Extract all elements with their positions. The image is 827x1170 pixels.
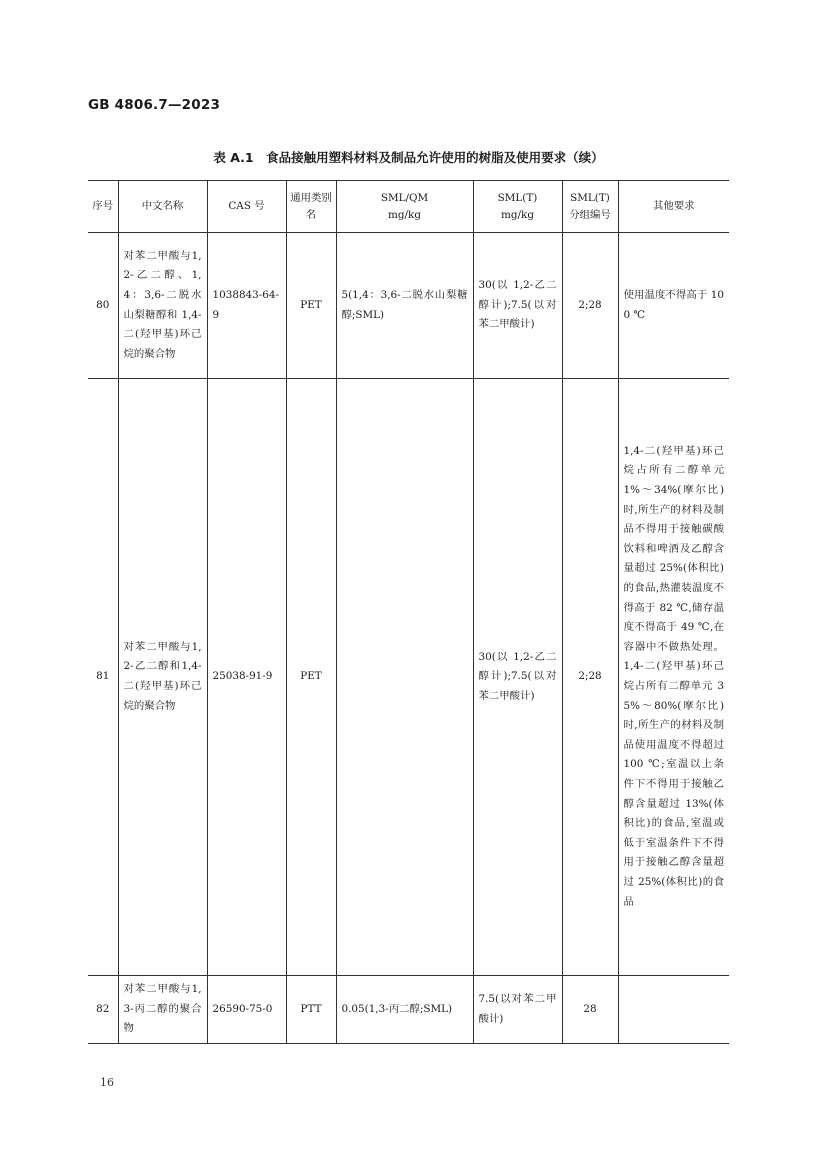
cell-cas: 1038843-64-9 [207, 233, 286, 379]
cell-group: 2;28 [562, 379, 618, 976]
cell-other: 1,4-二(羟甲基)环己烷占所有二醇单元 1%～34%(摩尔比)时,所生产的材料及制品不得用于接触碳酸饮料和啤酒及乙醇含量超过 25%(体积比)的食品,热灌装温度不得高于 82 ℃,储存温度不得高于 49 ℃,在容器中不做热处理。1,4-二(羟甲基)环己烷占所有二醇单元 35%～80%(摩尔比)时,所生产的材料及制品使用温度不得超过 100 ℃;室温以上条件下不得用于接触乙醇含量超过 13%(体积比)的食品,室温或低于室温条件下不得用于接触乙醇含量超过 25%(体积比)的食品 [618, 379, 729, 976]
cell-cas: 25038-91-9 [207, 379, 286, 976]
resin-table [88, 180, 729, 1044]
table-row [88, 379, 729, 976]
header-category: 通用类别名 [286, 181, 336, 233]
cell-name: 对苯二甲酸与1,2-乙二醇、1,4：3,6-二脱水山梨糖醇和 1,4-二(羟甲基)环己烷的聚合物 [118, 233, 207, 379]
header-sml-qm [336, 181, 473, 233]
page-number: 16 [100, 1076, 114, 1089]
header-smlt-label: SML(T) [497, 191, 538, 204]
table-title: 表 A.1 食品接触用塑料材料及制品允许使用的树脂及使用要求（续） [213, 150, 604, 165]
cell-category: PET [286, 379, 336, 976]
cell-sml-qm: 5(1,4：3,6-二脱水山梨糖醇;SML) [336, 233, 473, 379]
cell-no: 82 [88, 976, 118, 1044]
header-name: 中文名称 [118, 181, 207, 233]
cell-category: PTT [286, 976, 336, 1044]
header-cas: CAS 号 [207, 181, 286, 233]
cell-smlt: 30(以 1,2-乙二醇计);7.5(以对苯二甲酸计) [473, 233, 562, 379]
cell-group: 28 [562, 976, 618, 1044]
header-sml-qm-label: SML/QM [380, 191, 429, 204]
cell-cas: 26590-75-0 [207, 976, 286, 1044]
cell-other: 使用温度不得高于 100 ℃ [618, 233, 729, 379]
cell-category: PET [286, 233, 336, 379]
table-header-row [88, 181, 729, 233]
cell-smlt: 30(以 1,2-乙二醇计);7.5(以对苯二甲酸计) [473, 379, 562, 976]
header-sml-qm-unit: mg/kg [388, 208, 421, 221]
cell-sml-qm [336, 379, 473, 976]
header-smlt [473, 181, 562, 233]
cell-name: 对苯二甲酸与1,3-丙二醇的聚合物 [118, 976, 207, 1044]
header-other: 其他要求 [618, 181, 729, 233]
header-group: SML(T)分组编号 [562, 181, 618, 233]
table-row [88, 976, 729, 1044]
standard-code: GB 4806.7—2023 [88, 97, 221, 113]
header-no: 序号 [88, 181, 118, 233]
cell-group: 2;28 [562, 233, 618, 379]
cell-no: 81 [88, 379, 118, 976]
cell-smlt: 7.5(以对苯二甲酸计) [473, 976, 562, 1044]
table-row [88, 233, 729, 379]
cell-sml-qm: 0.05(1,3-丙二醇;SML) [336, 976, 473, 1044]
cell-no: 80 [88, 233, 118, 379]
cell-name: 对苯二甲酸与1,2-乙二醇和1,4-二(羟甲基)环己烷的聚合物 [118, 379, 207, 976]
cell-other [618, 976, 729, 1044]
header-smlt-unit: mg/kg [501, 208, 534, 221]
